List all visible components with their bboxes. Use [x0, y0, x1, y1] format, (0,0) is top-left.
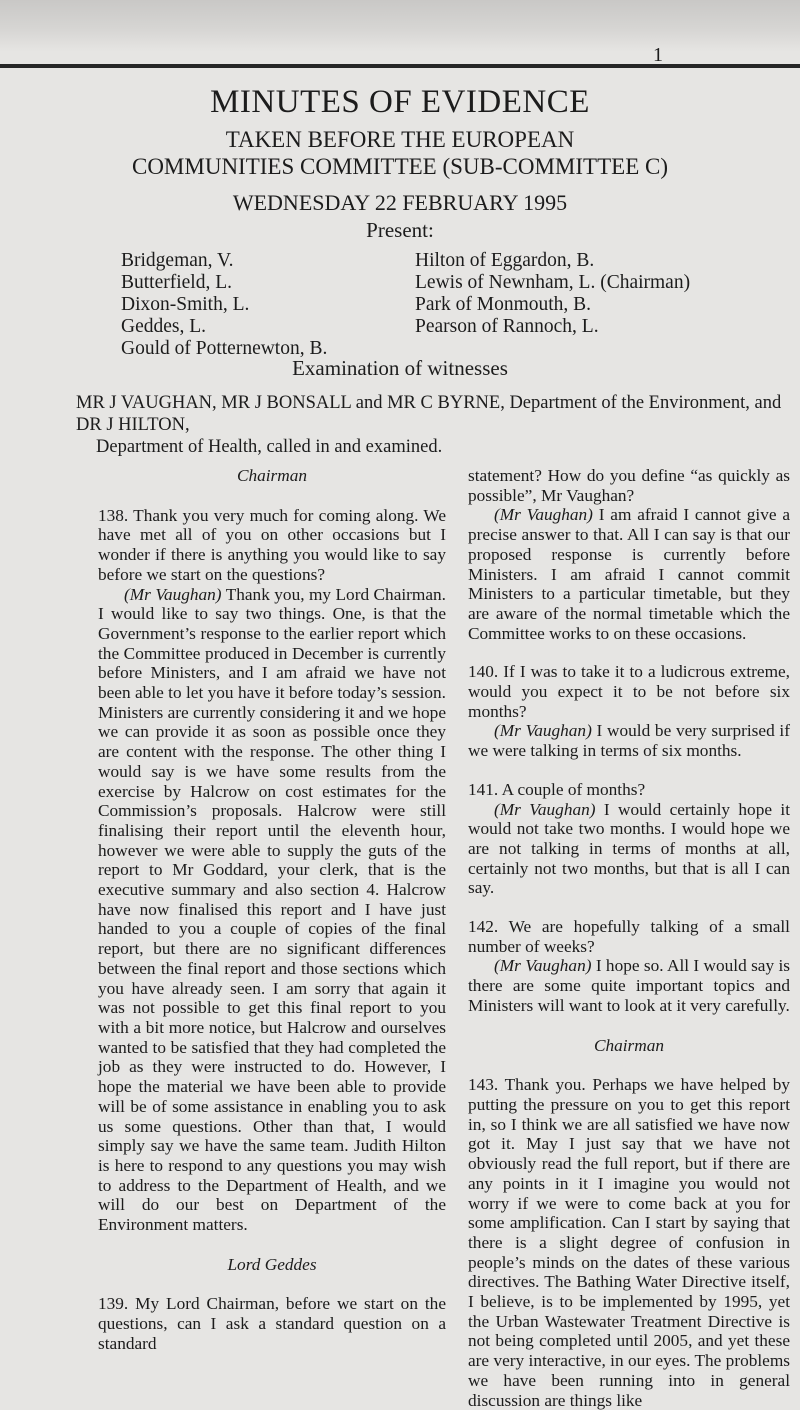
answer-141	[468, 800, 790, 899]
member-name: Geddes, L.	[121, 316, 207, 337]
answer-text: Thank you, my Lord Chairman. I would like to say two things. One, is that the Government’s response to the earlier report which the Committee produced in December is currently before Ministers, and I am afraid we have not been able to let you have it before today’s session. Ministers are currently considering it and we hope we can provide it as soon as possible once they are content with the response. The other thing I would say is we have some results from the exercise by Halcrow on cost estimates for the Commission’s proposals. Halcrow were still finalising their report until the eleventh hour, however we were able to supply the guts of the report to Mr Goddard, your clerk, that is the executive summary and also section 4. Halcrow have now finalised this report and I have just handed to you a couple of copies of the final report, but there are no significant differences between the final report and those sections which you have already seen. I am sorry that again it was not possible to get this final report to you with a bit more notice, but Halcrow and ourselves wanted to be satisfied that they had completed the job as they were instructed to do. However, I hope the material we have been able to provide will be of some assistance in enabling you to ask us some questions. Other than that, I would simply say we have the same team. Judith Hilton is here to respond to any questions you may wish to address to the Department of Health, and we will do our best on Department of the Environment matters.	[98, 584, 446, 1235]
member-name: Bridgeman, V.	[121, 250, 234, 271]
header-rule	[0, 64, 800, 68]
answer-speaker: (Mr Vaughan)	[494, 799, 596, 819]
examination-heading: Examination of witnesses	[292, 356, 508, 380]
answer-text: I am afraid I cannot give a precise answer to that. All I can say is that our proposed response is currently before Ministers. I am afraid I cannot commit Ministers to a particular timetable, but they are aware of the normal timetable which the Committee works to on these occasions.	[468, 505, 790, 643]
left-text-column	[98, 466, 446, 1354]
speaker-heading: Chairman	[593, 1035, 665, 1055]
page-top-shading	[0, 0, 800, 52]
members-left-column	[121, 250, 327, 360]
present-label: Present:	[366, 218, 434, 242]
question-141: 141. A couple of months?	[468, 779, 646, 799]
members-right-column	[415, 250, 690, 338]
witness-line-1: MR J VAUGHAN, MR J BONSALL and MR C BYRNE, Department of the Environment, and DR J HILTON,	[76, 393, 782, 435]
answer-speaker: (Mr Vaughan)	[494, 956, 592, 976]
question-138: 138. Thank you very much for coming along. We have met all of you on other occasions but I wonder if there is anything you would like to say before we start on the questions?	[98, 505, 446, 584]
member-name: Pearson of Rannoch, L.	[415, 316, 599, 337]
answer-139	[468, 505, 790, 643]
answer-speaker: (Mr Vaughan)	[494, 721, 592, 741]
subtitle-line-1: TAKEN BEFORE THE EUROPEAN	[225, 127, 575, 152]
question-139-continued: statement? How do you define “as quickly as possible”, Mr Vaughan?	[468, 466, 790, 505]
answer-142	[468, 956, 790, 1015]
witness-line-2: Department of Health, called in and examined.	[96, 437, 443, 457]
member-name: Butterfield, L.	[121, 272, 233, 293]
member-name: Gould of Potternewton, B.	[121, 338, 328, 359]
answer-speaker: (Mr Vaughan)	[124, 584, 222, 604]
member-name: Dixon-Smith, L.	[121, 294, 250, 315]
speaker-heading: Chairman	[236, 466, 308, 485]
answer-text: I hope so. All I would say is there are some quite important topics and Ministers will want to look at it very carefully.	[468, 956, 790, 1015]
answer-text: I would certainly hope it would not take two months. I would hope we are not talking in terms of months at all, certainly not two months, but that is all I can say.	[468, 799, 790, 898]
session-date: WEDNESDAY 22 FEBRUARY 1995	[232, 190, 568, 215]
speaker-heading: Lord Geddes	[227, 1254, 317, 1274]
member-name: Park of Monmouth, B.	[415, 294, 592, 315]
right-text-column	[468, 466, 790, 1410]
question-143: 143. Thank you. Perhaps we have helped by putting the pressure on you to get this report in, so I think we are all satisfied we have now got it. May I just say that we have not obviously read the full report, but if there are any points in it I imagine you would not worry if we were to come back at you for some amplification. Can I start by saying that there is a slight degree of confusion in people’s minds on the dates of these various directives. The Bathing Water Directive itself, I believe, is to be implemented by 1995, yet the Urban Wastewater Treatment Directive is not being completed until 2005, and yet these are very interactive, in our eyes. The problems we have been running into in general discussion are things like	[468, 1075, 790, 1410]
question-139: 139. My Lord Chairman, before we start on the questions, can I ask a standard question on a standard	[98, 1294, 446, 1353]
subtitle-line-2: COMMUNITIES COMMITTEE (SUB-COMMITTEE C)	[131, 154, 668, 179]
document-title: MINUTES OF EVIDENCE	[210, 84, 590, 120]
question-142: 142. We are hopefully talking of a small number of weeks?	[468, 917, 790, 956]
answer-speaker: (Mr Vaughan)	[494, 505, 593, 525]
page-number: 1	[653, 44, 663, 66]
answer-text: I would be very surprised if we were talking in terms of six months.	[468, 721, 790, 761]
witness-list	[76, 392, 788, 458]
answer-138	[98, 585, 446, 1235]
member-name: Hilton of Eggardon, B.	[415, 250, 595, 271]
member-name: Lewis of Newnham, L. (Chairman)	[415, 272, 691, 293]
answer-140	[468, 721, 790, 760]
question-140: 140. If I was to take it to a ludicrous extreme, would you expect it to be not before six months?	[468, 662, 790, 721]
